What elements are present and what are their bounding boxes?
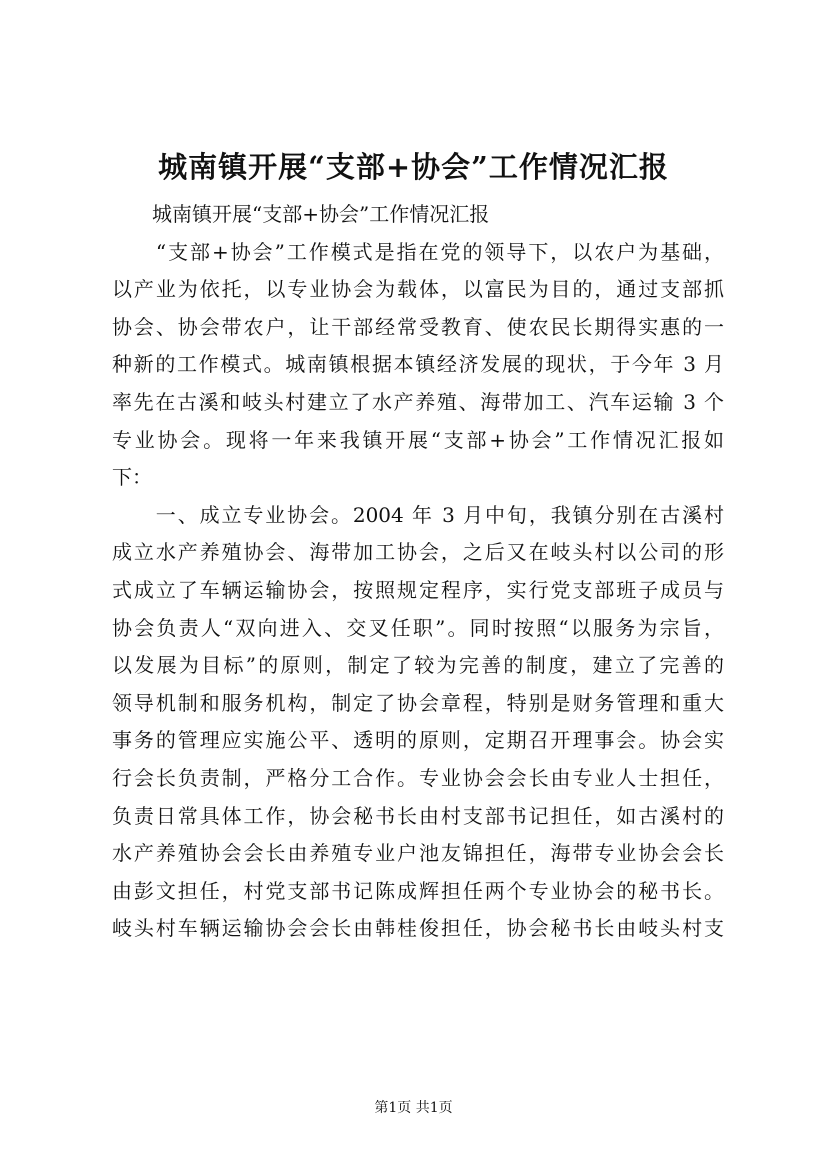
body-line: 以发展为目标”的原则，制定了较为完善的制度，建立了完善的 [112, 653, 724, 678]
body-line: 水产养殖协会会长由养殖专业户池友锦担任，海带专业协会会长 [112, 841, 724, 866]
document-body [112, 196, 724, 948]
body-line: 协会负责人“双向进入、交叉任职”。同时按照“以服务为宗旨， [112, 615, 724, 640]
body-line: 种新的工作模式。城南镇根据本镇经济发展的现状，于今年 3 月 [112, 352, 724, 377]
document-title: 城南镇开展“支部+协会”工作情况汇报 [158, 150, 669, 184]
body-line: 率先在古溪和岐头村建立了水产养殖、海带加工、汽车运输 3 个 [112, 389, 724, 414]
page-footer: 第1页 共1页 [374, 1100, 453, 1116]
body-line: 由彭文担任，村党支部书记陈成辉担任两个专业协会的秘书长。 [112, 878, 724, 903]
body-line: 一、成立专业协会。2004 年 3 月中旬，我镇分别在古溪村 [112, 502, 724, 527]
body-line: 成立水产养殖协会、海带加工协会，之后又在岐头村以公司的形 [112, 540, 724, 565]
body-line: 协会、协会带农户，让干部经常受教育、使农民长期得实惠的一 [112, 314, 724, 339]
body-line: 领导机制和服务机构，制定了协会章程，特别是财务管理和重大 [112, 690, 724, 715]
body-line: 事务的管理应实施公平、透明的原则，定期召开理事会。协会实 [112, 728, 724, 753]
body-line: “支部+协会”工作模式是指在党的领导下，以农户为基础， [112, 239, 724, 264]
body-line: 负责日常具体工作，协会秘书长由村支部书记担任，如古溪村的 [112, 803, 724, 828]
body-line: 城南镇开展“支部+协会”工作情况汇报 [112, 202, 490, 226]
body-line: 下： [112, 465, 152, 490]
body-line: 岐头村车辆运输协会会长由韩桂俊担任，协会秘书长由岐头村支 [112, 916, 724, 941]
body-line: 以产业为依托，以专业协会为载体，以富民为目的，通过支部抓 [112, 277, 724, 302]
body-line: 行会长负责制，严格分工合作。专业协会会长由专业人士担任， [112, 765, 724, 790]
body-line: 专业协会。现将一年来我镇开展“支部+协会”工作情况汇报如 [112, 427, 724, 452]
body-line: 式成立了车辆运输协会，按照规定程序，实行党支部班子成员与 [112, 577, 724, 602]
